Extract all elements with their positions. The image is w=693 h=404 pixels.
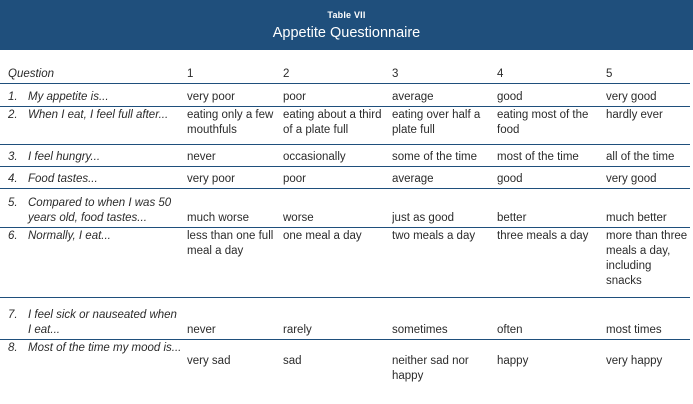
- table-row: [0, 107, 690, 145]
- table-row: [0, 84, 690, 107]
- option-1: very sad: [187, 355, 231, 367]
- option-2: poor: [283, 91, 307, 103]
- question-cell: [0, 167, 187, 189]
- table-row: [0, 189, 690, 228]
- question-number: 4.: [8, 173, 18, 185]
- question-cell: [0, 145, 187, 167]
- option-5: hardly ever: [606, 109, 663, 121]
- question-text: When I eat, I feel full after...: [28, 109, 169, 121]
- option-3: sometimes: [392, 324, 448, 336]
- table-row: [0, 340, 690, 396]
- question-number: 7.: [8, 309, 18, 321]
- option-1: much worse: [187, 212, 249, 224]
- question-number: 1.: [8, 91, 18, 103]
- question-number: 5.: [8, 197, 18, 209]
- question-text: Normally, I eat...: [28, 230, 111, 242]
- option-2: sad: [283, 355, 302, 367]
- question-cell: [0, 340, 187, 396]
- question-number: 2.: [8, 109, 18, 121]
- option-3: average: [392, 173, 434, 185]
- option-2: occasionally: [283, 151, 346, 163]
- option-4: good: [497, 173, 523, 185]
- option-2: eating about a third of a plate full: [283, 109, 382, 136]
- option-5: more than three meals a day, including snacks: [606, 230, 688, 287]
- question-number: 3.: [8, 151, 18, 163]
- table-label: Table VII: [327, 10, 366, 20]
- question-cell: [0, 298, 187, 340]
- option-1: eating only a few mouthfuls: [187, 109, 274, 136]
- table-title: Appetite Questionnaire: [272, 25, 421, 41]
- option-3: neither sad nor happy: [392, 355, 469, 382]
- column-header-row: [0, 64, 690, 84]
- option-4: happy: [497, 355, 529, 367]
- question-cell: [0, 84, 187, 107]
- option-3: just as good: [392, 212, 455, 224]
- column-header-5: 5: [606, 68, 613, 80]
- question-cell: [0, 228, 187, 298]
- questionnaire-table: [0, 64, 690, 396]
- option-2: rarely: [283, 324, 312, 336]
- table-row: [0, 145, 690, 167]
- option-5: most times: [606, 324, 662, 336]
- option-5: very good: [606, 91, 657, 103]
- table-row: [0, 228, 690, 298]
- option-5: all of the time: [606, 151, 675, 163]
- option-4: eating most of the food: [497, 109, 589, 136]
- question-text: I feel hungry...: [28, 151, 101, 163]
- option-4: better: [497, 212, 527, 224]
- question-cell: [0, 107, 187, 145]
- table-row: [0, 298, 690, 340]
- question-text: My appetite is...: [28, 91, 109, 103]
- option-1: less than one full meal a day: [187, 230, 274, 257]
- option-5: very happy: [606, 355, 663, 367]
- column-header-3: 3: [392, 68, 399, 80]
- option-5: much better: [606, 212, 667, 224]
- option-1: never: [187, 151, 216, 163]
- option-2: worse: [283, 212, 314, 224]
- option-4: often: [497, 324, 523, 336]
- option-1: very poor: [187, 91, 235, 103]
- table-row: [0, 167, 690, 189]
- option-4: good: [497, 91, 523, 103]
- option-3: average: [392, 91, 434, 103]
- table-header-banner: [0, 0, 693, 50]
- question-number: 6.: [8, 230, 18, 242]
- question-text: Most of the time my mood is...: [28, 342, 182, 354]
- column-header-2: 2: [283, 68, 290, 80]
- column-header-1: 1: [187, 68, 194, 80]
- column-header-question: Question: [8, 68, 55, 80]
- question-text: Food tastes...: [28, 173, 98, 185]
- option-3: two meals a day: [392, 230, 476, 242]
- question-text: I feel sick or nauseated when I eat...: [28, 309, 177, 336]
- question-cell: [0, 189, 187, 228]
- option-3: some of the time: [392, 151, 478, 163]
- option-1: never: [187, 324, 216, 336]
- option-1: very poor: [187, 173, 235, 185]
- option-4: most of the time: [497, 151, 579, 163]
- option-2: poor: [283, 173, 307, 185]
- question-text: Compared to when I was 50 years old, food tastes...: [28, 197, 172, 224]
- option-3: eating over half a plate full: [392, 109, 481, 136]
- option-4: three meals a day: [497, 230, 589, 242]
- option-5: very good: [606, 173, 657, 185]
- column-header-4: 4: [497, 68, 504, 80]
- option-2: one meal a day: [283, 230, 362, 242]
- question-number: 8.: [8, 342, 18, 354]
